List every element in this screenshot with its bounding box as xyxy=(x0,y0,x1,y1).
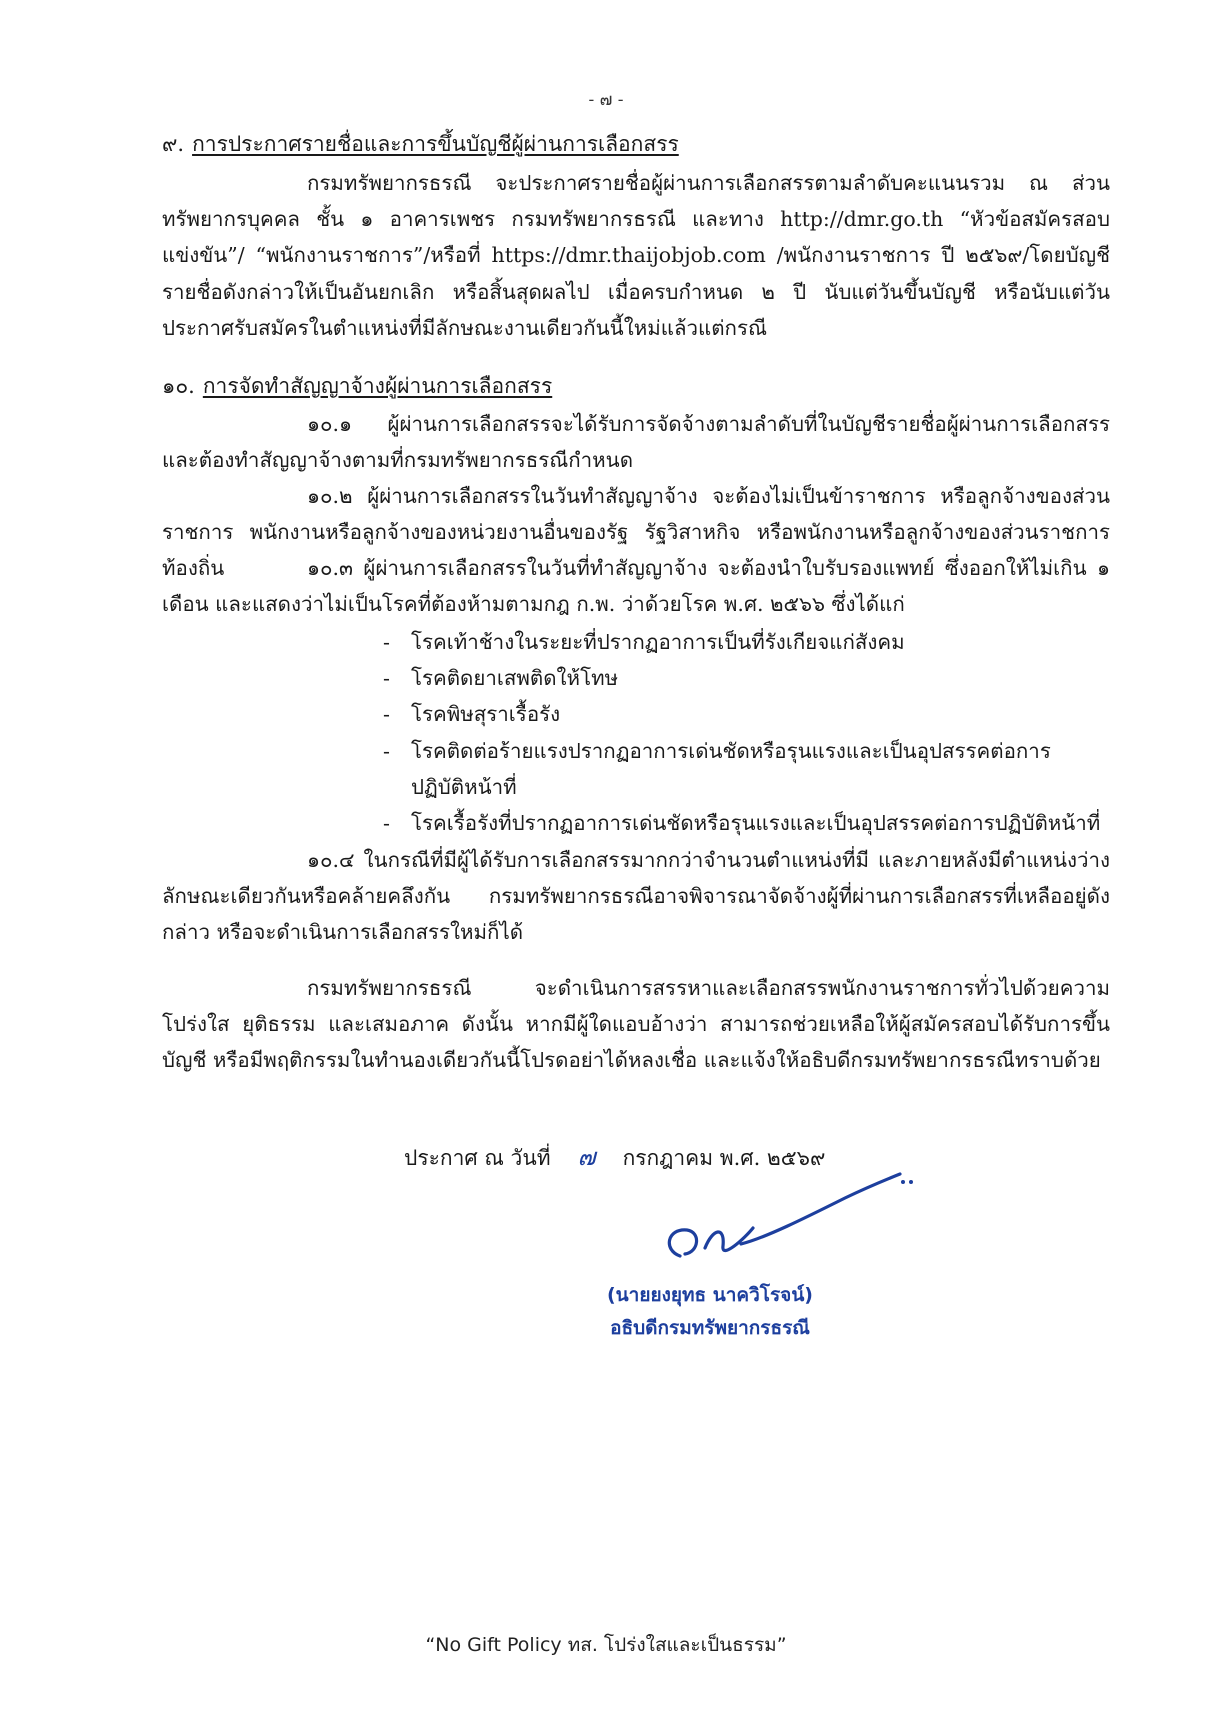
signer-name: (นายยงยุทธ นาควิโรจน์) xyxy=(606,1284,813,1306)
announcement-month-year: กรกฎาคม พ.ศ. ๒๕๖๙ xyxy=(622,1146,826,1170)
list-item: - โรคติดต่อร้ายแรงปรากฏอาการเด่นชัดหรือรุนแรงและเป็นอุปสรรคต่อการปฏิบัติหน้าที่ xyxy=(383,733,1071,805)
footer-policy: “No Gift Policy ทส. โปร่งใสและเป็นธรรม” xyxy=(425,1634,787,1656)
list-item: - โรคเรื้อรังที่ปรากฏอาการเด่นชัดหรือรุนแรงและเป็นอุปสรรคต่อการปฏิบัติหน้าที่ xyxy=(383,805,1113,841)
section-10-3-paragraph: ๑๐.๓ ผู้ผ่านการเลือกสรรในวันที่ทำสัญญาจ้าง จะต้องนำใบรับรองแพทย์ ซึ่งออกให้ไม่เกิน ๑ เดือน และแสดงว่าไม่เป็นโรคที่ต้องห้ามตามกฎ ก.พ. ว่าด้วยโรค พ.ศ. ๒๕๖๖ ซึ่งได้แก่ xyxy=(162,556,1110,617)
section-10-4-paragraph: ๑๐.๔ ในกรณีที่มีผู้ได้รับการเลือกสรรมากกว่าจำนวนตำแหน่งที่มี และภายหลังมีตำแหน่งว่าง ลักษณะเดียวกันหรือคล้ายคลึงกัน กรมทรัพยากรธรณีอาจพิจารณาจัดจ้างผู้ที่ผ่านการเลือกสรรที่เหลืออยู่ดังกล่าว หรือจะดำเนินการเลือกสรรใหม่ก็ได้ xyxy=(162,848,1110,945)
section-10-1-paragraph: ๑๐.๑ ผู้ผ่านการเลือกสรรจะได้รับการจัดจ้างตามลำดับที่ในบัญชีรายชื่อผู้ผ่านการเลือกสรร และต้องทำสัญญาจ้างตามที่กรมทรัพยากรธรณีกำหนด xyxy=(162,412,1110,473)
announcement-prefix: ประกาศ ณ วันที่ xyxy=(404,1146,551,1170)
list-item: - โรคพิษสุราเรื้อรัง xyxy=(383,696,1113,732)
section-9-paragraph: กรมทรัพยากรธรณี จะประกาศรายชื่อผู้ผ่านการเลือกสรรตามลำดับคะแนนรวม ณ ส่วนทรัพยากรบุคคล ชั้น ๑ อาคารเพชร กรมทรัพยากรธรณี และทาง http://dmr.go.th “หัวข้อสมัครสอบแข่งขัน”/ “พนักงานราชการ”/หรือที่ https://dmr.thaijobjob.com /พนักงานราชการ ปี ๒๕๖๙/โดยบัญชีรายชื่อดังกล่าวให้เป็นอันยกเลิก หรือสิ้นสุดผลไป เมื่อครบกำหนด ๒ ปี นับแต่วันขึ้นบัญชี หรือนับแต่วันประกาศรับสมัครในตำแหน่งที่มีลักษณะงานเดียวกันนี้ใหม่แล้วแต่กรณี xyxy=(162,171,1110,340)
section-10-title: การจัดทำสัญญาจ้างผู้ผ่านการเลือกสรร xyxy=(202,374,553,398)
section-10-heading xyxy=(162,370,552,403)
section-10-2-paragraph: ๑๐.๒ ผู้ผ่านการเลือกสรรในวันทำสัญญาจ้าง จะต้องไม่เป็นข้าราชการ หรือลูกจ้างของส่วนราชการ พนักงานหรือลูกจ้างของหน่วยงานอื่นของรัฐ รัฐวิสาหกิจ หรือพนักงานหรือลูกจ้างของส่วนราชการท้องถิ่น xyxy=(162,484,1110,581)
list-item: - โรคเท้าช้างในระยะที่ปรากฏอาการเป็นที่รังเกียจแก่สังคม xyxy=(383,624,1113,660)
section-9-number: ๙. xyxy=(162,132,185,156)
signer-position: อธิบดีกรมทรัพยากรธรณี xyxy=(610,1317,810,1339)
announcement-day: ๗ xyxy=(577,1143,596,1171)
section-9-heading xyxy=(162,128,679,161)
page-number: - ๗ - xyxy=(588,90,624,110)
closing-paragraph: กรมทรัพยากรธรณี จะดำเนินการสรรหาและเลือกสรรพนักงานราชการทั่วไปด้วยความโปร่งใส ยุติธรรม และเสมอภาค ดังนั้น หากมีผู้ใดแอบอ้างว่า สามารถช่วยเหลือให้ผู้สมัครสอบได้รับการขึ้นบัญชี หรือมีพฤติกรรมในทำนองเดียวกันนี้โปรดอย่าได้หลงเชื่อ และแจ้งให้อธิบดีกรมทรัพยากรธรณีทราบด้วย xyxy=(162,976,1110,1073)
list-item: - โรคติดยาเสพติดให้โทษ xyxy=(383,660,1113,696)
disease-list xyxy=(383,624,1113,841)
section-10-number: ๑๐. xyxy=(162,374,195,398)
section-9-title: การประกาศรายชื่อและการขึ้นบัญชีผู้ผ่านการเลือกสรร xyxy=(192,132,679,156)
handwritten-signature xyxy=(655,1168,915,1278)
